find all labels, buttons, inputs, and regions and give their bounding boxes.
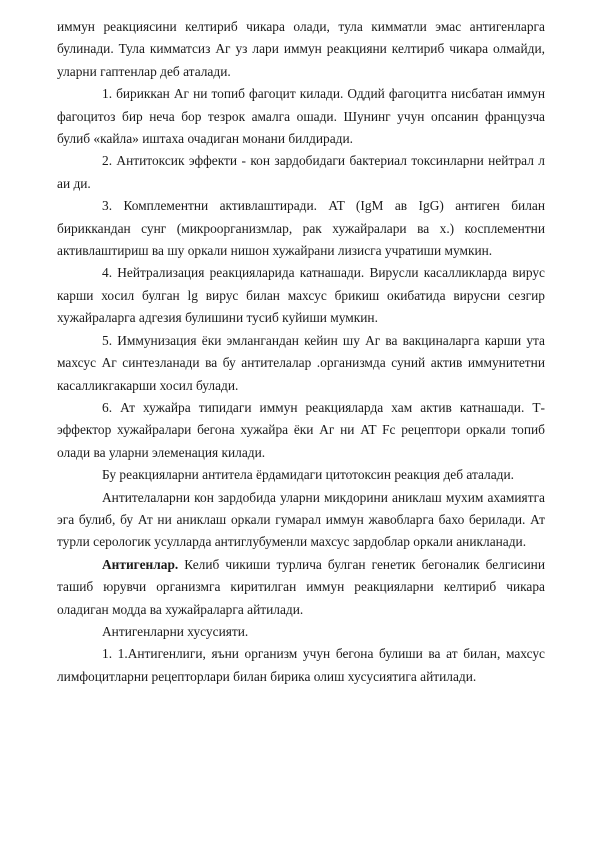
- paragraph-2: 1. бириккан Аг ни топиб фагоцит килади. Оддий фагоцитга нисбатан иммун фагоцитоз бир неча бор тезрок амалга ошади. Шунинг учун опсанин французча булиб «кайла» иштаха очадиган монани билдиради.: [57, 86, 545, 147]
- paragraph-4: 3. Комплементни активлаштиради. AT (IgM ав IgG) антиген билан бириккандан сунг (микроорганизмлар, рак хужайралари ва х.) косплементни активлаштириш ва шу оркали нишон хужайрани лизисга учратиши мумкин.: [57, 198, 545, 259]
- paragraph-10: [57, 554, 545, 621]
- paragraph-5: 4. Нейтрализация реакцияларида катнашади. Вирусли касалликларда вирус карши хосил булган lg вирус билан махсус брикиш окибатида вирусни сезгир хужайраларга адгезия булишини тусиб куйиши мумкин.: [57, 265, 545, 326]
- paragraph-6: 5. Иммунизация ёки эмлангандан кейин шу Аг ва вакциналарга карши ута махсус Аг синтезланади ва бу антителалар .организмда суний актив иммунитетни касалликгакарши хосил булади.: [57, 332, 545, 393]
- paragraph-12: 1. 1.Антигенлиги, яъни организм учун бегона булиши ва ат билан, махсус лимфоцитларни рецепторлари билан бирика олиш хусусиятига айтилади.: [57, 646, 545, 684]
- paragraph-1: иммун реакциясини келтириб чикара олади, тула кимматли эмас антигенларга булинади. Тула кимматсиз Аг уз лари иммун реакцияни келтириб чикара олмайди, уларни гаптенлар деб аталади.: [57, 19, 545, 79]
- paragraph-3: 2. Антитоксик эффекти - кон зардобидаги бактериал токсинларни нейтрал л аи ди.: [57, 153, 545, 191]
- term-definition: Келиб чикиши турлича булган генетик бегоналик белгисини ташиб юрувчи организмга киритилган иммун реакцияларни келтириб чикара оладиган модда ва хужайраларга айтилади.: [57, 556, 545, 617]
- paragraph-9: Антителаларни кон зардобида уларни микдорини аниклаш мухим ахамиятга эга булиб, бу Ат ни аниклаш оркали гумарал иммун жавобларга бахо берилади. Ат турли серологик усулларда антиглубуменли махсус зардоблар оркали аникланади.: [57, 489, 545, 550]
- term-heading: Антигенлар.: [102, 556, 179, 572]
- paragraph-7: 6. Ат хужайра типидаги иммун реакцияларда хам актив катнашади. Т-эффектор хужайралари бегона хужайра ёки Аг ни AT Fc рецептори оркали топиб олади ва уларни элеменация килади.: [57, 399, 545, 460]
- paragraph-8: Бу реакцияларни антитела ёрдамидаги цитотоксин реакция деб аталади.: [102, 467, 514, 483]
- document-body: [57, 16, 545, 688]
- paragraph-11: Антигенларни хусусияти.: [102, 623, 249, 639]
